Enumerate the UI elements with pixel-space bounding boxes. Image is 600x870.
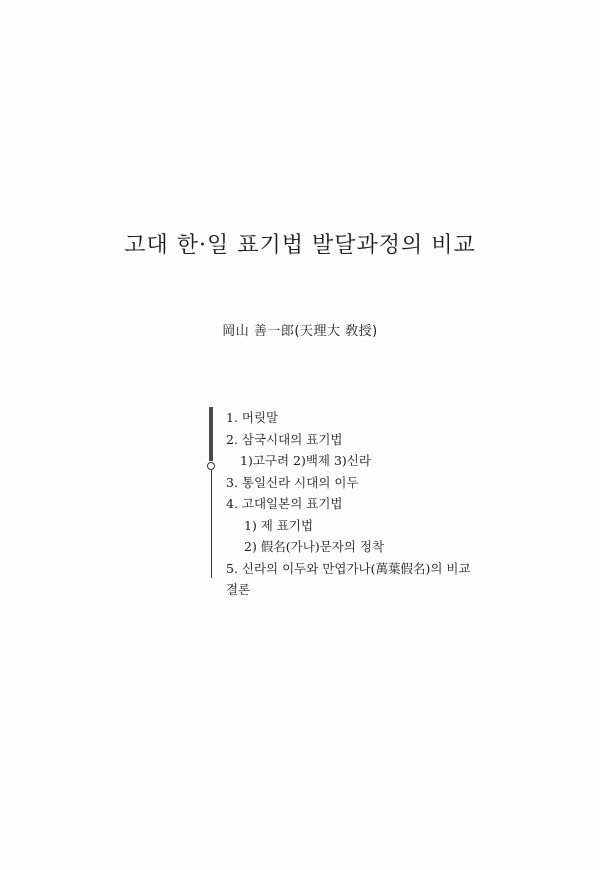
toc-subitem: 1) 제 표기법: [244, 517, 314, 533]
author-affiliation: 岡山 善一郎(天理大 敎授): [222, 324, 378, 339]
paper-title: 고대 한·일 표기법 발달과정의 비교: [124, 233, 476, 258]
toc-item: 결론: [226, 582, 251, 597]
toc-item: 4. 고대일본의 표기법: [226, 496, 343, 511]
toc-subitem: 1)고구려 2)백제 3)신라: [240, 453, 371, 468]
toc-bar-thin: [211, 470, 212, 578]
toc-item: 2. 삼국시대의 표기법: [226, 431, 343, 447]
toc-bar-marker: [207, 462, 215, 470]
toc-subitem: 2) 假名(가나)문자의 정착: [244, 539, 385, 554]
toc-item: 5. 신라의 이두와 만엽가나(萬葉假名)의 비교: [226, 560, 471, 576]
toc-item: 3. 통일신라 시대의 이두: [226, 474, 359, 490]
toc-item: 1. 머릿말: [226, 410, 279, 425]
table-of-contents: [226, 407, 471, 601]
toc-bar-thick: [209, 407, 213, 461]
